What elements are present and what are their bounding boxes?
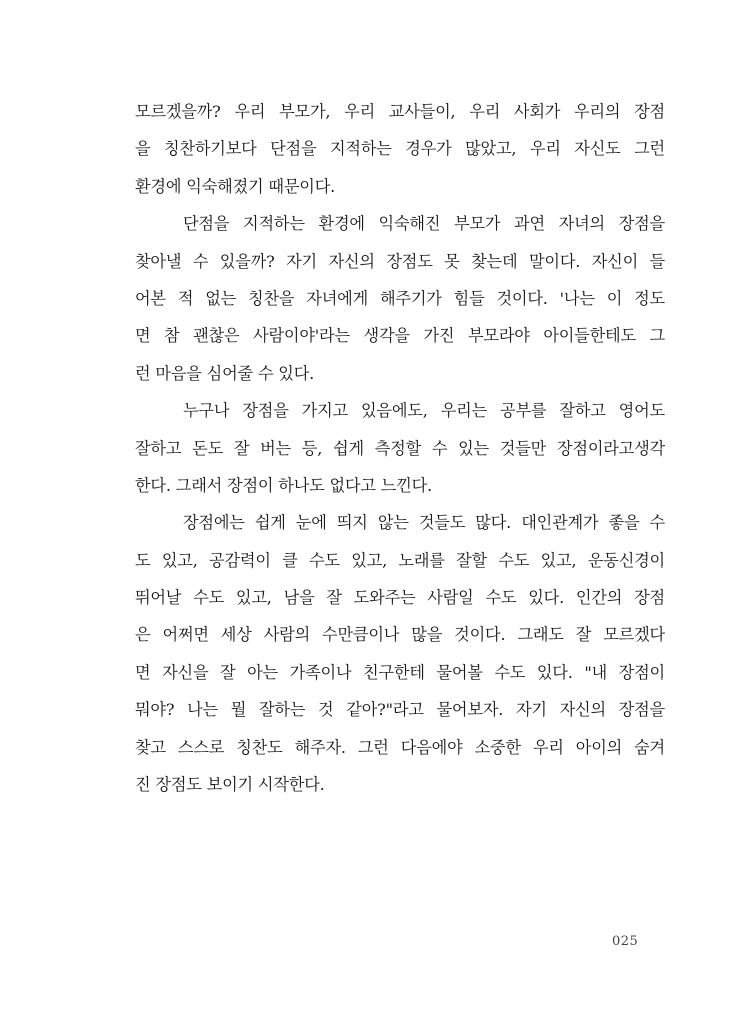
paragraph-start-line: 장점에는 쉽게 눈에 띄지 않는 것들도 많다. 대인관계가 좋을 수 [183, 513, 665, 533]
text-line: 잘하고 돈도 잘 버는 등, 쉽게 측정할 수 있는 것들만 장점이라고생각 [135, 438, 665, 458]
text-line: 찾아낼 수 있을까? 자기 자신의 장점도 못 찾는데 말이다. 자신이 들 [135, 251, 665, 271]
text-line: 모르겠을까? 우리 부모가, 우리 교사들이, 우리 사회가 우리의 장점 [135, 102, 665, 121]
text-line: 을 칭찬하기보다 단점을 지적하는 경우가 많았고, 우리 자신도 그런 [135, 139, 665, 159]
paragraph-start-line: 단점을 지적하는 환경에 익숙해진 부모가 과연 자녀의 장점을 [183, 214, 665, 234]
text-line: 은 어쩌면 세상 사람의 수만큼이나 많을 것이다. 그래도 잘 모르겠다 [135, 625, 665, 645]
text-line: 면 참 괜찮은 사람이야'라는 생각을 가진 부모라야 아이들한테도 그 [135, 326, 665, 346]
text-line: 한다. 그래서 장점이 하나도 없다고 느낀다. [135, 475, 433, 495]
body-text [135, 93, 665, 803]
text-line: 도 있고, 공감력이 클 수도 있고, 노래를 잘할 수도 있고, 운동신경이 [135, 550, 665, 570]
text-line: 면 자신을 잘 아는 가족이나 친구한테 물어볼 수도 있다. "내 장점이 [135, 662, 665, 682]
text-line: 뛰어날 수도 있고, 남을 잘 도와주는 사람일 수도 있다. 인간의 장점 [135, 588, 665, 608]
text-line: 어본 적 없는 칭찬을 자녀에게 해주기가 힘들 것이다. '나는 이 정도 [135, 288, 665, 308]
paragraph-start-line: 누구나 장점을 가지고 있음에도, 우리는 공부를 잘하고 영어도 [183, 401, 665, 421]
text-line: 런 마음을 심어줄 수 있다. [135, 363, 315, 383]
text-line: 환경에 익숙해졌기 때문이다. [135, 176, 336, 196]
text-line: 뭐야? 나는 뭘 잘하는 것 같아?"라고 물어보자. 자기 자신의 장점을 [135, 700, 665, 720]
text-line: 찾고 스스로 칭찬도 해주자. 그런 다음에야 소중한 우리 아이의 숨겨 [135, 737, 665, 757]
text-line: 진 장점도 보이기 시작한다. [135, 775, 325, 795]
page-number: 025 [612, 934, 639, 949]
